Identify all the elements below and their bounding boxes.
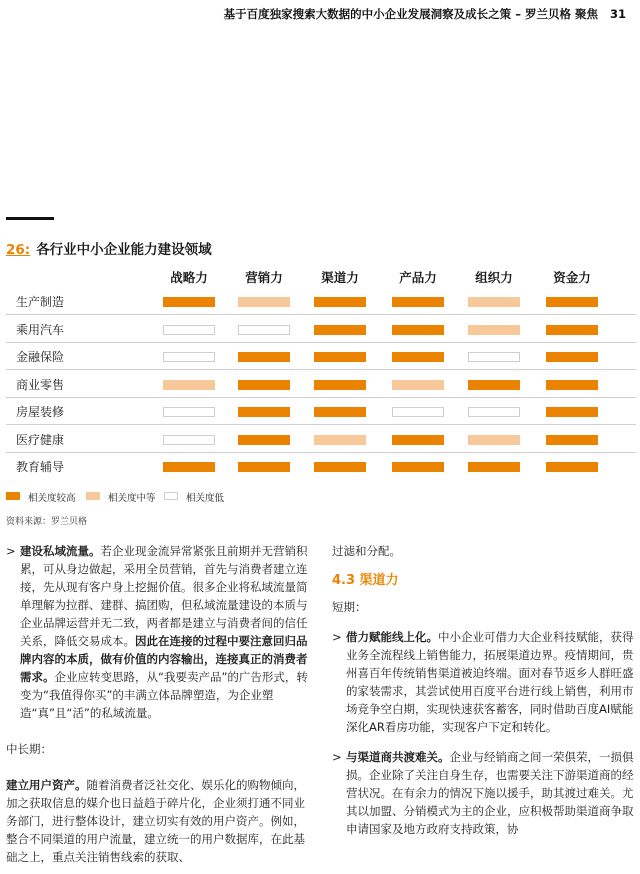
matrix-cell-high xyxy=(238,380,290,390)
bullet-online-empowerment xyxy=(332,628,635,736)
row-label: 乘用汽车 xyxy=(16,322,65,337)
matrix-cell-high xyxy=(314,380,366,390)
matrix-cell-high xyxy=(238,462,290,472)
matrix-cell-mid xyxy=(468,297,520,307)
row-label: 房屋装修 xyxy=(16,405,65,419)
section-heading: 4.3 渠道力 xyxy=(332,573,399,588)
bullet-text: 中小企业可借力大企业科技赋能，获得业务全流程线上销售能力，拓展渠道边界。疫情期间，贵州喜百年传统销售渠道被迫终端。面对春节返乡人群旺盛的家装需求，其尝试使用百度平台进行线上销售，利用市场竞争空白期，实现快速获客蓄客，同时借助百度AI赋能深化AR看房功能，实现客户下定和转化。 xyxy=(346,630,634,734)
figure-title xyxy=(6,238,212,258)
bullet-tail: 企业应转变思路，从“我要卖产品”的广告形式，转变为“我值得你买”的丰满立体品牌塑造，为企业塑造“真”且“活”的私域流量。 xyxy=(20,670,308,720)
figure-title-text: 各行业中小企业能力建设领域 xyxy=(36,242,212,258)
brand-name: 罗兰贝格 xyxy=(524,7,571,21)
legend-swatch-low xyxy=(164,492,178,500)
matrix-cell-high xyxy=(238,407,290,417)
bullet-marker: > xyxy=(332,630,342,644)
matrix-cell-high xyxy=(314,407,366,417)
continued-text: 过滤和分配。 xyxy=(332,544,401,558)
row-divider xyxy=(6,424,636,425)
row-divider xyxy=(6,397,636,398)
matrix-cell-high xyxy=(468,462,520,472)
bullet-text: 若企业现金流异常紧张且前期并无营销积累，可从身边做起，采用全员营销，首先与消费者建立连接，先从现有客户身上挖掘价值。很多企业将私域流量简单理解为拉群、建群、搞团购，但私域流量建设的本质与企业品牌运营并无二致，两者都是建立与消费者间的信任关系，降低交易成本。 xyxy=(20,544,308,648)
matrix-cell-low xyxy=(163,325,215,335)
paragraph-user-assets xyxy=(6,776,308,866)
matrix-cell-high xyxy=(546,297,598,307)
running-title: 基于百度独家搜索大数据的中小企业发展洞察及成长之策 xyxy=(223,7,512,21)
column-header: 渠道力 xyxy=(321,270,359,285)
matrix-cell-high xyxy=(546,325,598,335)
brand-suffix: 聚焦 xyxy=(574,7,598,21)
matrix-cell-high xyxy=(314,352,366,362)
legend-swatch-high xyxy=(6,492,20,500)
matrix-cell-low xyxy=(238,325,290,335)
bullet-lead: 建设私域流量。 xyxy=(20,544,101,558)
paragraph-text: 随着消费者泛社交化、娱乐化的购物倾向，加之获取信息的媒介也日益趋于碎片化，企业须打通不同业务部门，进行整体设计，建立切实有效的用户资产。例如，整合不同渠道的用户流量，建立统一的用户数据库，在此基础之上，重点关注销售线索的获取、 xyxy=(6,778,305,864)
matrix-cell-mid xyxy=(163,380,215,390)
matrix-cell-mid xyxy=(238,297,290,307)
header-separator: – xyxy=(515,7,521,21)
matrix-cell-high xyxy=(163,297,215,307)
matrix-cell-low xyxy=(468,352,520,362)
mid-term-label: 中长期： xyxy=(6,742,52,756)
matrix-cell-high xyxy=(392,352,444,362)
bullet-lead: 借力赋能线上化。 xyxy=(346,630,438,644)
matrix-cell-mid xyxy=(314,435,366,445)
row-divider xyxy=(6,452,636,453)
matrix-cell-high xyxy=(546,352,598,362)
legend-swatch-mid xyxy=(86,492,100,500)
matrix-cell-low xyxy=(468,407,520,417)
matrix-cell-high xyxy=(392,462,444,472)
matrix-cell-low xyxy=(163,435,215,445)
matrix-cell-mid xyxy=(468,435,520,445)
matrix-cell-low xyxy=(163,407,215,417)
page-number: 31 xyxy=(609,7,626,21)
legend-label-low: 相关度低 xyxy=(186,493,225,504)
matrix-cell-high xyxy=(314,462,366,472)
matrix-cell-low xyxy=(392,407,444,417)
bullet-channel-partners xyxy=(332,748,635,838)
column-header: 资金力 xyxy=(553,270,591,285)
bullet-private-traffic xyxy=(6,542,308,722)
matrix-cell-high xyxy=(546,435,598,445)
legend-label-high: 相关度较高 xyxy=(28,493,76,504)
bullet-marker: > xyxy=(332,750,342,764)
matrix-cell-low xyxy=(163,352,215,362)
matrix-cell-high xyxy=(238,352,290,362)
column-header: 产品力 xyxy=(399,270,437,285)
bullet-bold-text: 因此在连接的过程中要注意回归品牌内容的本质，做有价值的内容输出，连接真正的消费者需求。 xyxy=(20,634,308,684)
row-label: 教育辅导 xyxy=(16,460,65,474)
bullet-lead: 与渠道商共渡难关。 xyxy=(346,750,450,764)
row-label: 金融保险 xyxy=(16,350,65,364)
matrix-cell-high xyxy=(546,380,598,390)
matrix-cell-high xyxy=(546,407,598,417)
matrix-cell-mid xyxy=(392,380,444,390)
legend-label-mid: 相关度中等 xyxy=(108,493,156,504)
matrix-cell-high xyxy=(163,462,215,472)
matrix-cell-high xyxy=(392,297,444,307)
row-label: 生产制造 xyxy=(16,295,65,309)
matrix-cell-high xyxy=(314,325,366,335)
short-term-label: 短期： xyxy=(332,600,367,614)
matrix-cell-high xyxy=(468,380,520,390)
figure-number: 26: xyxy=(6,242,31,258)
bullet-text: 企业与经销商之间一荣俱荣，一损俱损。企业除了关注自身生存，也需要关注下游渠道商的经营状况。在有余力的情况下施以援手，助其渡过难关。尤其以加盟、分销模式为主的企业，应积极帮助渠道商争取申请国家及地方政府支持政策，协 xyxy=(346,750,634,836)
row-divider xyxy=(6,314,636,315)
bullet-marker: > xyxy=(6,544,16,558)
matrix-cell-high xyxy=(392,325,444,335)
matrix-cell-high xyxy=(546,462,598,472)
row-divider xyxy=(6,342,636,343)
column-header: 营销力 xyxy=(245,270,283,285)
column-header: 战略力 xyxy=(170,270,208,285)
matrix-cell-high xyxy=(314,297,366,307)
body-column-left xyxy=(6,542,308,874)
row-label: 商业零售 xyxy=(16,377,65,392)
matrix-cell-high xyxy=(238,435,290,445)
row-label: 医疗健康 xyxy=(16,432,65,447)
row-divider xyxy=(6,369,636,370)
matrix-cell-high xyxy=(392,435,444,445)
matrix-cell-mid xyxy=(468,325,520,335)
paragraph-lead: 建立用户资产。 xyxy=(6,778,87,792)
column-header: 组织力 xyxy=(475,270,513,285)
figure-source: 资料来源：罗兰贝格 xyxy=(6,517,88,527)
running-header xyxy=(224,6,626,22)
section-rule xyxy=(6,217,54,220)
body-column-right xyxy=(332,542,635,850)
